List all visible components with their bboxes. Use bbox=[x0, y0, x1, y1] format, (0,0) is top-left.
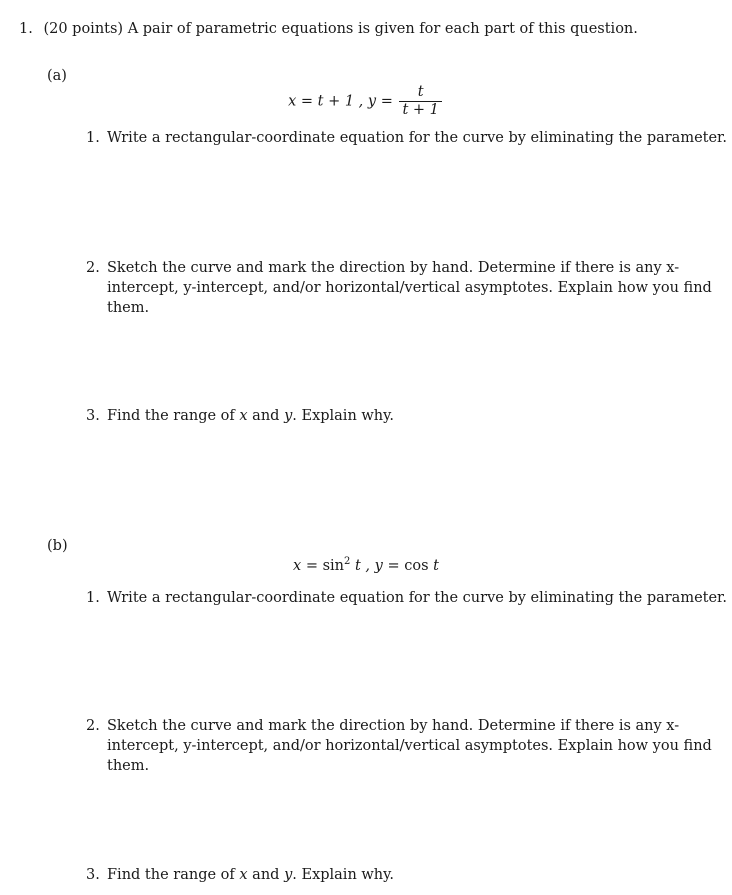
question-header bbox=[19, 21, 638, 37]
part-a-label: (a) bbox=[47, 68, 67, 84]
fraction: $\frac{t}{t + 1}$ bbox=[399, 84, 441, 119]
question-number: 1. bbox=[19, 21, 33, 37]
part-b-equation: $x = \sin^2 t$ , y = cos t bbox=[293, 556, 439, 574]
part-b-label: (b) bbox=[47, 538, 68, 554]
question-intro: (20 points) A pair of parametric equations is given for each part of this question. bbox=[43, 21, 638, 37]
part-a-equation: x = t + 1 , y = $\frac{t}{t + 1}$ bbox=[0, 84, 732, 119]
